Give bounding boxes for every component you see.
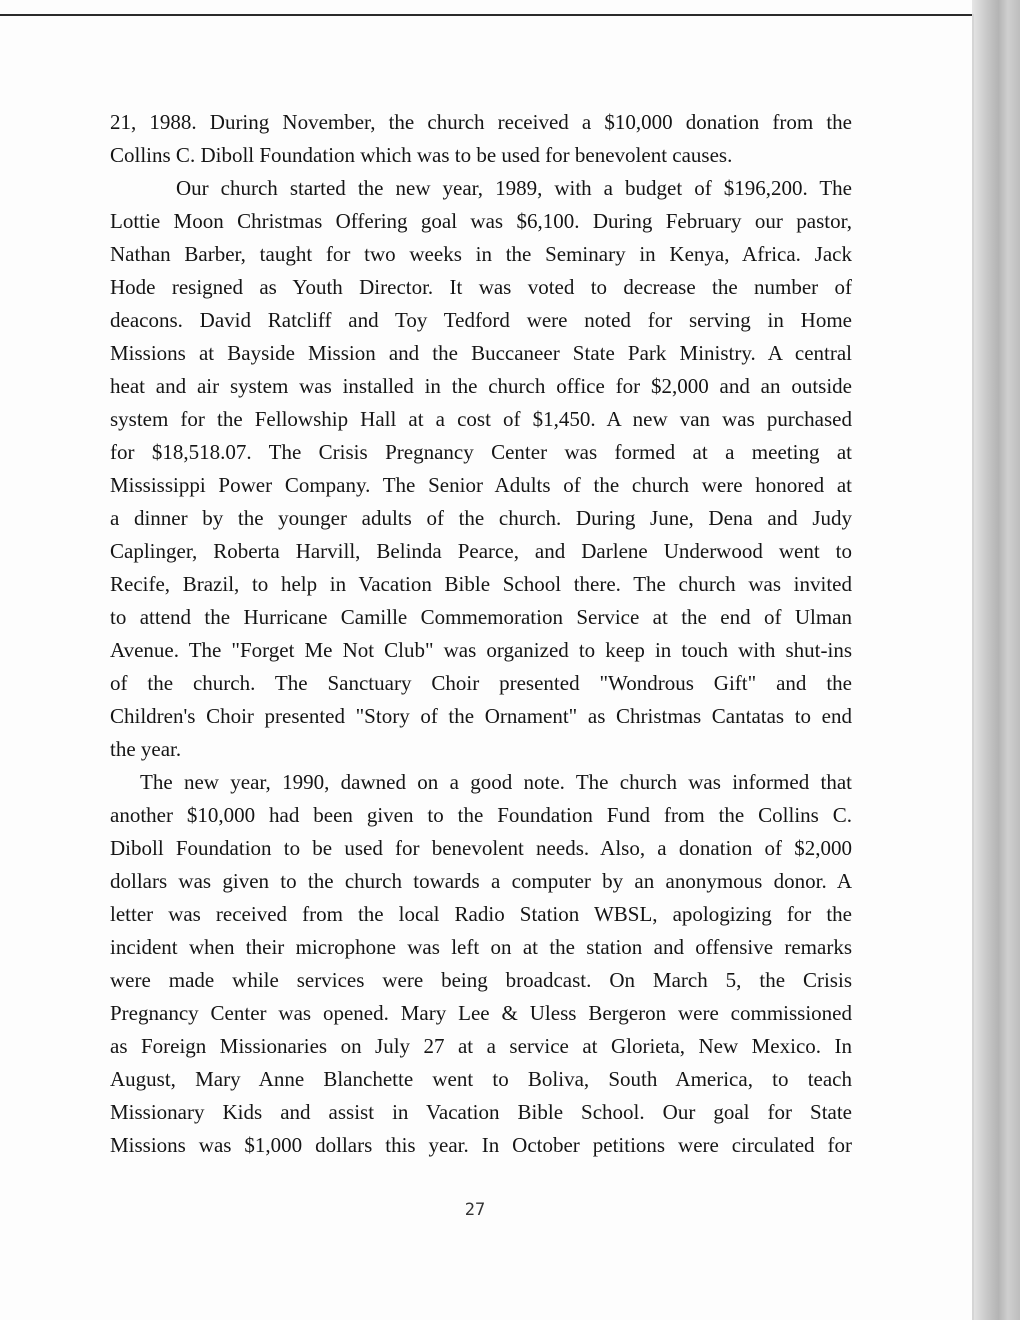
text-line: August, Mary Anne Blanchette went to Boliva, South America, to teach [110, 1067, 852, 1091]
text-line: Our church started the new year, 1989, with a budget of $196,200. The [176, 176, 852, 200]
text-line: Nathan Barber, taught for two weeks in the Seminary in Kenya, Africa. Jack [110, 242, 852, 266]
text-line: Collins C. Diboll Foundation which was to be used for benevolent causes. [110, 143, 733, 167]
text-line: Recife, Brazil, to help in Vacation Bible School there. The church was invited [110, 572, 852, 596]
paragraph-1 [110, 106, 852, 172]
text-line: Hode resigned as Youth Director. It was voted to decrease the number of [110, 275, 852, 299]
text-line: as Foreign Missionaries on July 27 at a service at Glorieta, New Mexico. In [110, 1034, 852, 1058]
text-line: Caplinger, Roberta Harvill, Belinda Pearce, and Darlene Underwood went to [110, 539, 852, 563]
scan-edge-shadow [972, 0, 1020, 1320]
text-line: a dinner by the younger adults of the church. During June, Dena and Judy [110, 506, 852, 530]
text-line: deacons. David Ratcliff and Toy Tedford were noted for serving in Home [110, 308, 852, 332]
body-text [110, 106, 852, 1162]
text-line: Pregnancy Center was opened. Mary Lee & Uless Bergeron were commissioned [110, 1001, 852, 1025]
text-line: of the church. The Sanctuary Choir presented "Wondrous Gift" and the [110, 671, 852, 695]
page-edge [972, 14, 974, 1320]
text-line: letter was received from the local Radio Station WBSL, apologizing for the [110, 902, 852, 926]
text-line: Avenue. The "Forget Me Not Club" was organized to keep in touch with shut-ins [110, 638, 852, 662]
text-line: the year. [110, 737, 182, 761]
text-line: incident when their microphone was left on at the station and offensive remarks [110, 935, 852, 959]
text-line: Missions at Bayside Mission and the Buccaneer State Park Ministry. A central [110, 341, 852, 365]
top-edge-rule [0, 14, 972, 16]
text-line: Lottie Moon Christmas Offering goal was $6,100. During February our pastor, [110, 209, 852, 233]
text-line: system for the Fellowship Hall at a cost of $1,450. A new van was purchased [110, 407, 852, 431]
text-line: heat and air system was installed in the church office for $2,000 and an outside [110, 374, 852, 398]
text-line: Missions was $1,000 dollars this year. In October petitions were circulated for [110, 1133, 852, 1157]
text-line: were made while services were being broadcast. On March 5, the Crisis [110, 968, 852, 992]
paragraph-2 [110, 172, 852, 766]
text-line: Children's Choir presented "Story of the Ornament" as Christmas Cantatas to end [110, 704, 852, 728]
text-line: The new year, 1990, dawned on a good note. The church was informed that [140, 770, 852, 794]
text-line: Mississippi Power Company. The Senior Adults of the church were honored at [110, 473, 852, 497]
text-line: 21, 1988. During November, the church received a $10,000 donation from the [110, 110, 852, 134]
text-line: another $10,000 had been given to the Foundation Fund from the Collins C. [110, 803, 852, 827]
paragraph-3 [110, 766, 852, 1162]
text-line: for $18,518.07. The Crisis Pregnancy Center was formed at a meeting at [110, 440, 852, 464]
text-line: dollars was given to the church towards a computer by an anonymous donor. A [110, 869, 852, 893]
text-line: Diboll Foundation to be used for benevolent needs. Also, a donation of $2,000 [110, 836, 852, 860]
text-line: to attend the Hurricane Camille Commemoration Service at the end of Ulman [110, 605, 852, 629]
page-number: 27 [464, 1200, 486, 1220]
text-line: Missionary Kids and assist in Vacation Bible School. Our goal for State [110, 1100, 852, 1124]
